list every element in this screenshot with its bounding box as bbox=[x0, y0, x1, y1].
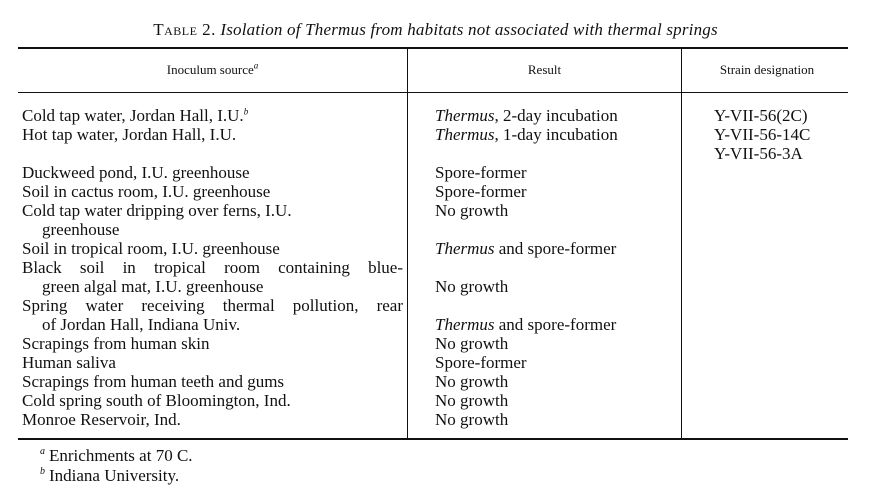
column-divider-1 bbox=[407, 49, 408, 438]
header-rule bbox=[18, 92, 848, 93]
table-row-strain: Y-VII-56-3A bbox=[714, 144, 803, 163]
footnote-b: $^b$ Indiana University. bbox=[40, 466, 180, 485]
table-row-source-continued: greenhouse bbox=[42, 220, 120, 239]
table-row-source: Duckweed pond, I.U. greenhouse bbox=[22, 163, 250, 182]
table-row-result: Spore-former bbox=[435, 182, 527, 201]
top-rule bbox=[18, 47, 848, 49]
table-caption-label: Table 2. bbox=[153, 20, 216, 39]
table-row-source: Cold tap water dripping over ferns, I.U. bbox=[22, 201, 292, 220]
header-strain-designation: Strain designation bbox=[719, 62, 815, 77]
table-row-result: Spore-former bbox=[435, 353, 527, 372]
table-row-source-continued: of Jordan Hall, Indiana Univ. bbox=[42, 315, 241, 334]
table-row-result: Thermus and spore-former bbox=[435, 239, 617, 258]
table-row-source: Black soil in tropical room containing blue- bbox=[22, 258, 403, 277]
header-inoculum-source: Inoculum source$^a$ bbox=[166, 60, 259, 77]
table-row-source: Soil in cactus room, I.U. greenhouse bbox=[22, 182, 271, 201]
table-row-result: Spore-former bbox=[435, 163, 527, 182]
table-row-source: Scrapings from human teeth and gums bbox=[22, 372, 285, 391]
table-row-result: Thermus and spore-former bbox=[435, 315, 617, 334]
table-row-result: No growth bbox=[435, 201, 509, 220]
footnote-b-mark: b bbox=[40, 466, 45, 478]
table-row-source: Cold spring south of Bloomington, Ind. bbox=[22, 391, 291, 410]
table-row-source: Spring water receiving thermal pollution, rear bbox=[22, 296, 403, 315]
table-row-result: Thermus, 2-day incubation bbox=[435, 106, 618, 125]
footnote-mark-a: a bbox=[253, 60, 259, 71]
column-divider-2 bbox=[681, 49, 682, 438]
table-row-result: No growth bbox=[435, 334, 509, 353]
table-row-source: Soil in tropical room, I.U. greenhouse bbox=[22, 239, 280, 258]
table-caption-title: Isolation of Thermus from habitats not associated with thermal springs bbox=[220, 20, 718, 39]
table-row-strain: Y-VII-56-14C bbox=[714, 125, 811, 144]
table-caption bbox=[0, 20, 871, 40]
bottom-rule bbox=[18, 438, 848, 440]
table-row-result: No growth bbox=[435, 410, 509, 429]
footnote-mark-b: b bbox=[243, 106, 249, 117]
table-row-source: Scrapings from human skin bbox=[22, 334, 210, 353]
table-row-source-continued: green algal mat, I.U. greenhouse bbox=[42, 277, 264, 296]
footnote-a-mark: a bbox=[40, 446, 45, 458]
table-row-result: Thermus, 1-day incubation bbox=[435, 125, 618, 144]
footnote-a: $^a$ Enrichments at 70 C. bbox=[40, 446, 193, 465]
table-row-strain: Y-VII-56(2C) bbox=[714, 106, 808, 125]
table-row-source: Human saliva bbox=[22, 353, 116, 372]
table-row-source: Cold tap water, Jordan Hall, I.U.$^b$ bbox=[22, 106, 249, 125]
table-row-source: Hot tap water, Jordan Hall, I.U. bbox=[22, 125, 237, 144]
table-row-result: No growth bbox=[435, 372, 509, 391]
table-row-source: Monroe Reservoir, Ind. bbox=[22, 410, 181, 429]
table-row-result: No growth bbox=[435, 277, 509, 296]
header-result: Result bbox=[527, 62, 562, 77]
table-row-result: No growth bbox=[435, 391, 509, 410]
